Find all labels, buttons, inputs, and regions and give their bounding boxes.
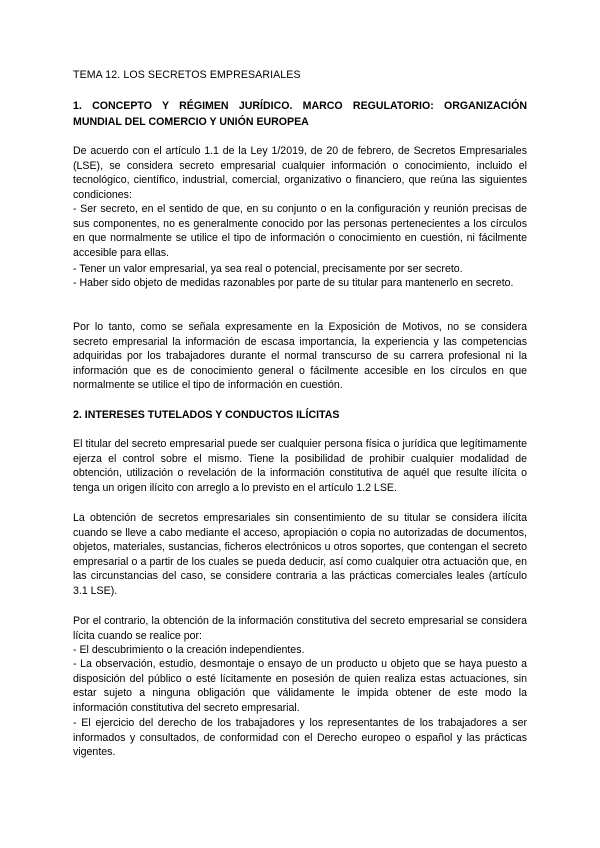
- document-title: TEMA 12. LOS SECRETOS EMPRESARIALES: [73, 69, 301, 81]
- lawful-item-1: - El descubrimiento o la creación independientes.: [73, 644, 305, 656]
- lawful-item-2: - La observación, estudio, desmontaje o ensayo de un producto u objeto que se haya puesto a disposición del público o esté lícitamente en posesión de quien realiza estas actuaciones, sin estar sujeto a ninguna obligación que válidamente le impida obtener de este modo la información constitutiva del secreto empresarial.: [73, 658, 527, 714]
- section-1-heading: 1. CONCEPTO Y RÉGIMEN JURÍDICO. MARCO REGULATORIO: ORGANIZACIÓN MUNDIAL DEL COMERCIO Y UNIÓN EUROPEA: [73, 100, 527, 128]
- section-1-paragraph-2: Por lo tanto, como se señala expresamente en la Exposición de Motivos, no se considera secreto empresarial la información de escasa importancia, la experiencia y las competencias adquiridas por los trabajadores durante el normal transcurso de su carrera profesional ni la información que es de conocimiento general o fácilmente accesible en los círculos en que normalmente se utilice el tipo de información en cuestión.: [73, 321, 527, 392]
- section-2-paragraph-1: El titular del secreto empresarial puede ser cualquier persona física o jurídica que legítimamente ejerza el control sobre el mismo. Tiene la posibilidad de prohibir cualquier modalidad de obtención, utilización o revelación de la información constitutiva de aquél que resulte ilícita o tenga un origen ilícito con arreglo a lo previsto en el artículo 1.2 LSE.: [73, 438, 527, 494]
- section-2-paragraph-2: La obtención de secretos empresariales sin consentimiento de su titular se considera ilícita cuando se lleve a cabo mediante el acceso, apropiación o copia no autorizadas de documentos, objetos, materiales, sustancias, ficheros electrónicos u otros soportes, que contengan el secreto empresarial o a partir de los cuales se pueda deducir, así como cualquier otra actuación que, en las circunstancias del caso, se considere contraria a las prácticas comerciales leales (artículo 3.1 LSE).: [73, 512, 527, 597]
- section-2-paragraph-3: Por el contrario, la obtención de la información constitutiva del secreto empresarial se considera lícita cuando se realice por:: [73, 615, 527, 642]
- lawful-item-3: - El ejercicio del derecho de los trabajadores y los representantes de los trabajadores a ser informados y consultados, de conformidad con el Derecho europeo o español y las prácticas vigentes.: [73, 717, 527, 759]
- condition-3: - Haber sido objeto de medidas razonables por parte de su titular para mantenerlo en secreto.: [73, 277, 514, 289]
- section-1-paragraph-1: De acuerdo con el artículo 1.1 de la Ley 1/2019, de 20 de febrero, de Secretos Empresariales (LSE), se considera secreto empresarial cualquier información o conocimiento, incluido el tecnológico, científico, industrial, comercial, organizativo o financiero, que reúna las siguientes condiciones:: [73, 145, 527, 201]
- condition-1: - Ser secreto, en el sentido de que, en su conjunto o en la configuración y reunión precisas de sus componentes, no es generalmente conocido por las personas pertenecientes a los círculos en que normalmente se utilice el tipo de información o conocimiento en cuestión, ni fácilmente accesible para ellas.: [73, 203, 527, 259]
- condition-2: - Tener un valor empresarial, ya sea real o potencial, precisamente por ser secreto.: [73, 263, 463, 275]
- section-2-heading: 2. INTERESES TUTELADOS Y CONDUCTOS ILÍCITAS: [73, 409, 340, 421]
